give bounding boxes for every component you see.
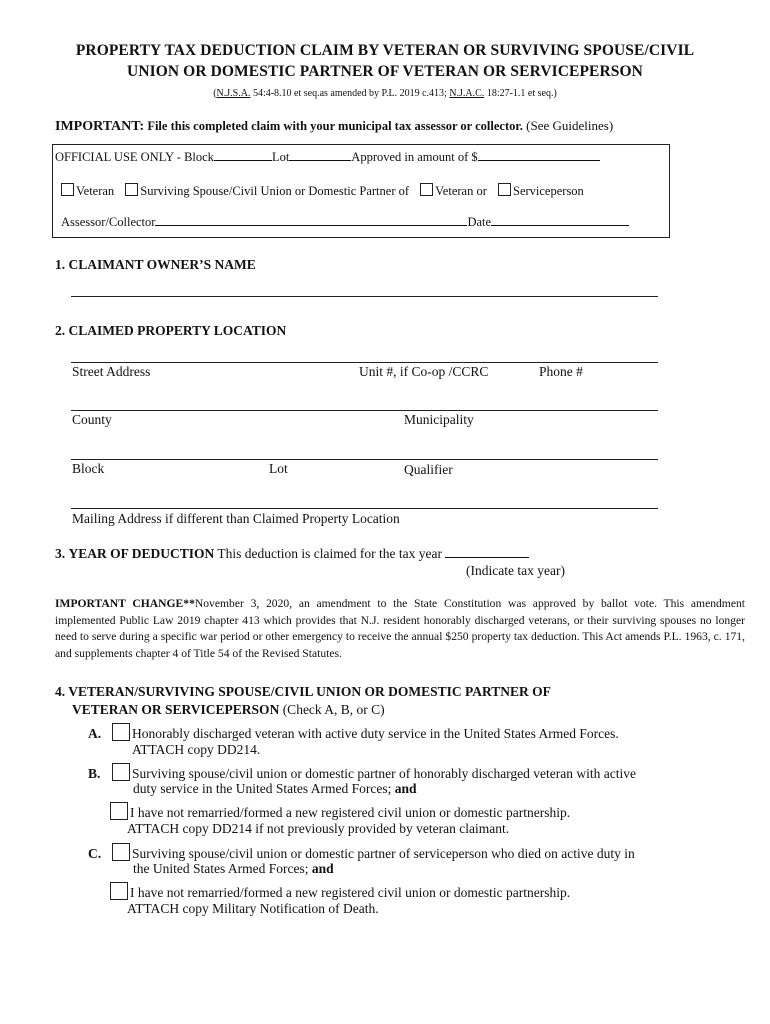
official-surviving-label: Surviving Spouse/Civil Union or Domestic Partner of (140, 184, 410, 198)
option-a-attach: ATTACH copy DD214. (132, 742, 261, 757)
option-a-checkbox[interactable] (112, 723, 130, 741)
block-label: Block (72, 461, 105, 476)
block-blank[interactable] (214, 150, 272, 161)
option-c-remarry-checkbox[interactable] (110, 882, 128, 900)
date-blank[interactable] (491, 215, 629, 226)
option-c-attach: ATTACH copy Military Notification of Death. (127, 901, 379, 916)
official-veteran-or-label: Veteran or (435, 184, 487, 198)
qualifier-label: Qualifier (404, 462, 453, 477)
tax-year-hint: (Indicate tax year) (466, 563, 565, 578)
official-veteran-checkbox[interactable] (61, 183, 74, 196)
option-c-line2: the United States Armed Forces; and (133, 861, 334, 876)
important-notice: IMPORTANT: File this completed claim with your municipal tax assessor or collector. (See Guidelines) (55, 118, 614, 134)
option-c-remarry: I have not remarried/formed a new registered civil union or domestic partnership. (110, 882, 570, 902)
official-veteran-label: Veteran (76, 184, 115, 198)
street-address-line[interactable] (71, 362, 658, 363)
unit-label: Unit #, if Co-op /CCRC (359, 364, 489, 379)
assessor-signature-blank[interactable] (155, 215, 467, 226)
approved-amount-blank[interactable] (478, 150, 600, 161)
section1-heading: 1. CLAIMANT OWNER’S NAME (55, 257, 256, 272)
option-c: C. Surviving spouse/civil union or domestic partner of serviceperson who died on active duty in (88, 843, 635, 863)
lot-blank[interactable] (289, 150, 351, 161)
option-a: A. Honorably discharged veteran with active duty service in the United States Armed Forces. (88, 723, 619, 743)
official-use-line: OFFICIAL USE ONLY - Block Lot Approved in amount of $ (55, 150, 600, 165)
form-title-line2: UNION OR DOMESTIC PARTNER OF VETERAN OR SERVICEPERSON (127, 63, 643, 80)
option-b-checkbox[interactable] (112, 763, 130, 781)
tax-year-blank[interactable] (445, 547, 529, 558)
official-surviving-checkbox[interactable] (125, 183, 138, 196)
option-b-remarry-checkbox[interactable] (110, 802, 128, 820)
section3-line: 3. YEAR OF DEDUCTION This deduction is claimed for the tax year (55, 546, 529, 562)
official-serviceperson-label: Serviceperson (513, 184, 584, 198)
option-b-remarry: I have not remarried/formed a new registered civil union or domestic partnership. (110, 802, 570, 822)
block-lot-line[interactable] (71, 459, 658, 460)
municipality-label: Municipality (404, 412, 474, 427)
phone-label: Phone # (539, 364, 583, 379)
county-label: County (72, 412, 112, 427)
section4-heading-line2: VETERAN OR SERVICEPERSON (Check A, B, or C) (72, 702, 385, 717)
form-title-line1: PROPERTY TAX DEDUCTION CLAIM BY VETERAN OR SURVIVING SPOUSE/CIVIL (75, 42, 695, 59)
section4-heading-line1: 4. VETERAN/SURVIVING SPOUSE/CIVIL UNION OR DOMESTIC PARTNER OF (55, 684, 551, 699)
street-address-label: Street Address (72, 364, 151, 379)
assessor-line: Assessor/Collector Date (61, 215, 629, 230)
official-use-type-row (61, 183, 584, 199)
statute-citation: (N.J.S.A. 54:4-8.10 et seq.as amended by P.L. 2019 c.413; N.J.A.C. 18:27-1.1 et seq.) (213, 88, 557, 99)
option-b-line2: duty service in the United States Armed Forces; and (133, 781, 417, 796)
option-c-checkbox[interactable] (112, 843, 130, 861)
important-change-paragraph: IMPORTANT CHANGE**November 3, 2020, an amendment to the State Constitution was approved by ballot vote. This amendment implemented Public Law 2019 chapter 413 which provides that N.J. resident honorably discharged veterans, or their surviving spouses no longer need to serve during a specific war period or other emergency to receive the annual $250 property tax deduction. This Act amends P.L. 1963, c. 171, and supplements chapter 4 of Title 54 of the Revised Statutes. (55, 597, 745, 660)
county-line[interactable] (71, 410, 658, 411)
official-veteran-or-checkbox[interactable] (420, 183, 433, 196)
section2-heading: 2. CLAIMED PROPERTY LOCATION (55, 323, 287, 338)
option-b-attach: ATTACH copy DD214 if not previously provided by veteran claimant. (127, 821, 510, 836)
official-serviceperson-checkbox[interactable] (498, 183, 511, 196)
mailing-address-label: Mailing Address if different than Claimed Property Location (72, 511, 400, 526)
mailing-address-line[interactable] (71, 508, 658, 509)
option-b: B. Surviving spouse/civil union or domestic partner of honorably discharged veteran with active (88, 763, 636, 783)
claimant-name-line[interactable] (71, 296, 658, 297)
lot-label: Lot (269, 461, 288, 476)
